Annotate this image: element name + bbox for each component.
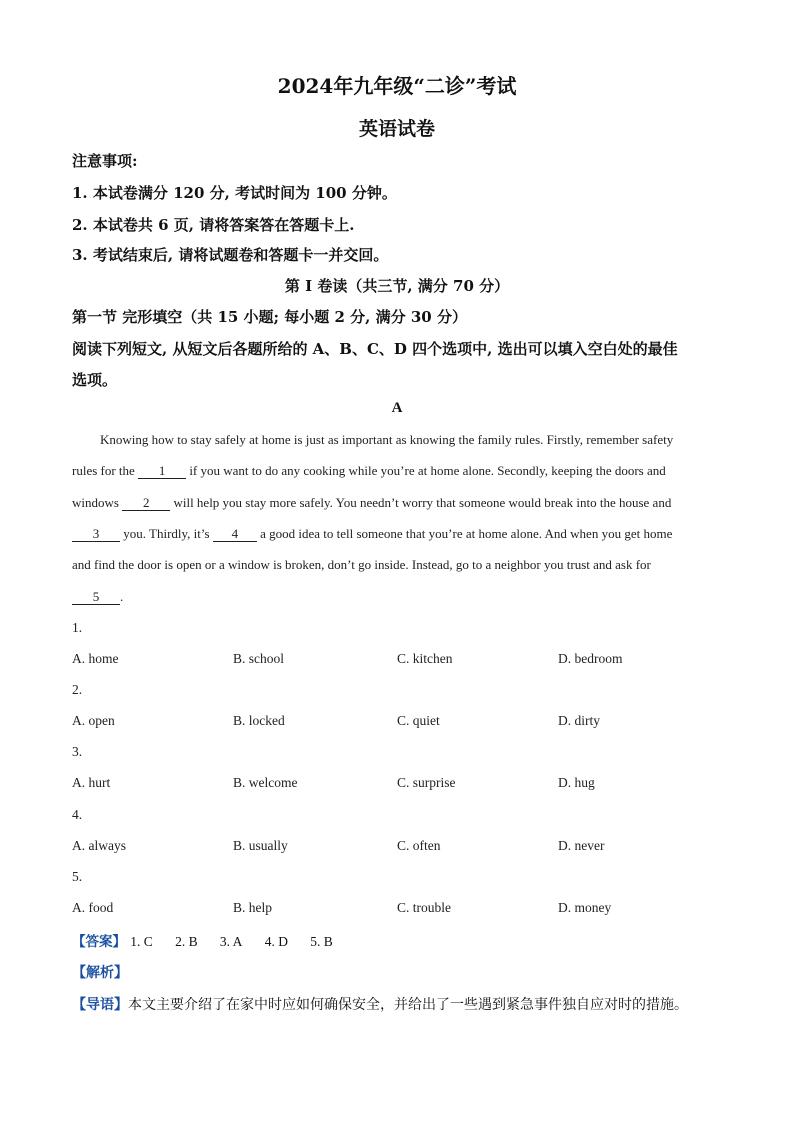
analysis-label: 【解析】 [72,965,128,981]
notice-item: 3. 考试结束后, 请将试题卷和答题卡一并交回。 [72,246,389,264]
option-b[interactable]: B. school [233,651,285,666]
option-a[interactable]: A. open [72,713,115,728]
blank-1: 1 [138,464,186,479]
notice-item: 2. 本试卷共 6 页, 请将答案答在答题卡上. [72,216,355,234]
passage-text: if you want to do any cooking while you’re at home alone. Secondly, keeping the doors and [189,463,666,478]
option-d[interactable]: D. money [558,900,612,915]
passage-text: rules for the [72,463,135,478]
passage-line [72,526,672,542]
passage-text: windows [72,495,119,510]
blank-4: 4 [213,527,257,542]
option-b[interactable]: B. locked [233,713,285,728]
exam-title: 2024年九年级“二诊”考试 [277,74,517,98]
option-c[interactable]: C. kitchen [397,651,453,666]
passage-text: a good idea to tell someone that you’re at home alone. And when you get home [260,526,673,541]
passage-text: . [120,589,124,604]
blank-3: 3 [72,527,120,542]
question-number: 2. [72,682,83,697]
option-c[interactable]: C. trouble [397,900,451,915]
question-number: 3. [72,744,83,759]
answer-label: 【答案】 [72,934,126,950]
answer-value: 1. C [130,934,153,949]
question-number: 1. [72,620,83,635]
instruction-line: 阅读下列短文, 从短文后各题所给的 A、B、C、D 四个选项中, 选出可以填入空白处的最佳 [72,340,678,358]
option-c[interactable]: C. often [397,838,441,853]
question-number: 5. [72,869,83,884]
guide-label: 【导语】 [72,997,128,1013]
option-a[interactable]: A. always [72,838,126,853]
answer-value: 5. B [310,934,333,949]
answer-line [72,930,333,950]
passage-line [72,589,123,605]
passage-line [72,495,671,511]
blank-5: 5 [72,590,120,605]
option-d[interactable]: D. never [558,838,605,853]
passage-line: Knowing how to stay safely at home is just as important as knowing the family rules. Firstly, remember safety [100,432,674,447]
option-b[interactable]: B. help [233,900,272,915]
option-b[interactable]: B. usually [233,838,288,853]
passage-line [72,463,666,479]
option-a[interactable]: A. home [72,651,119,666]
guide-text: 本文主要介绍了在家中时应如何确保安全，并给出了一些遇到紧急事件独自应对时的措施。 [128,997,688,1013]
passage-label: A [391,400,403,416]
question-number: 4. [72,807,83,822]
option-c[interactable]: C. surprise [397,775,456,790]
option-c[interactable]: C. quiet [397,713,440,728]
blank-2: 2 [122,496,170,511]
passage-line: and find the door is open or a window is broken, don’t go inside. Instead, go to a neighbor you trust and ask for [72,557,651,572]
section-title: 第一节 完形填空（共 15 小题; 每小题 2 分, 满分 30 分） [72,308,467,326]
option-a[interactable]: A. hurt [72,775,111,790]
passage-text: will help you stay more safely. You needn’t worry that someone would break into the house and [173,495,672,510]
option-d[interactable]: D. hug [558,775,595,790]
notice-heading: 注意事项: [72,152,138,170]
volume-title: 第 I 卷读（共三节, 满分 70 分） [284,277,510,295]
option-a[interactable]: A. food [72,900,114,915]
answer-value: 2. B [175,934,198,949]
option-d[interactable]: D. bedroom [558,651,623,666]
exam-subtitle: 英语试卷 [358,118,435,140]
instruction-line: 选项。 [72,371,118,389]
option-b[interactable]: B. welcome [233,775,298,790]
answer-value: 3. A [219,934,243,949]
answer-value: 4. D [264,934,288,949]
passage-text: you. Thirdly, it’s [123,526,210,541]
option-d[interactable]: D. dirty [558,713,600,728]
notice-item: 1. 本试卷满分 120 分, 考试时间为 100 分钟。 [72,184,397,202]
guide-line [72,994,688,1014]
